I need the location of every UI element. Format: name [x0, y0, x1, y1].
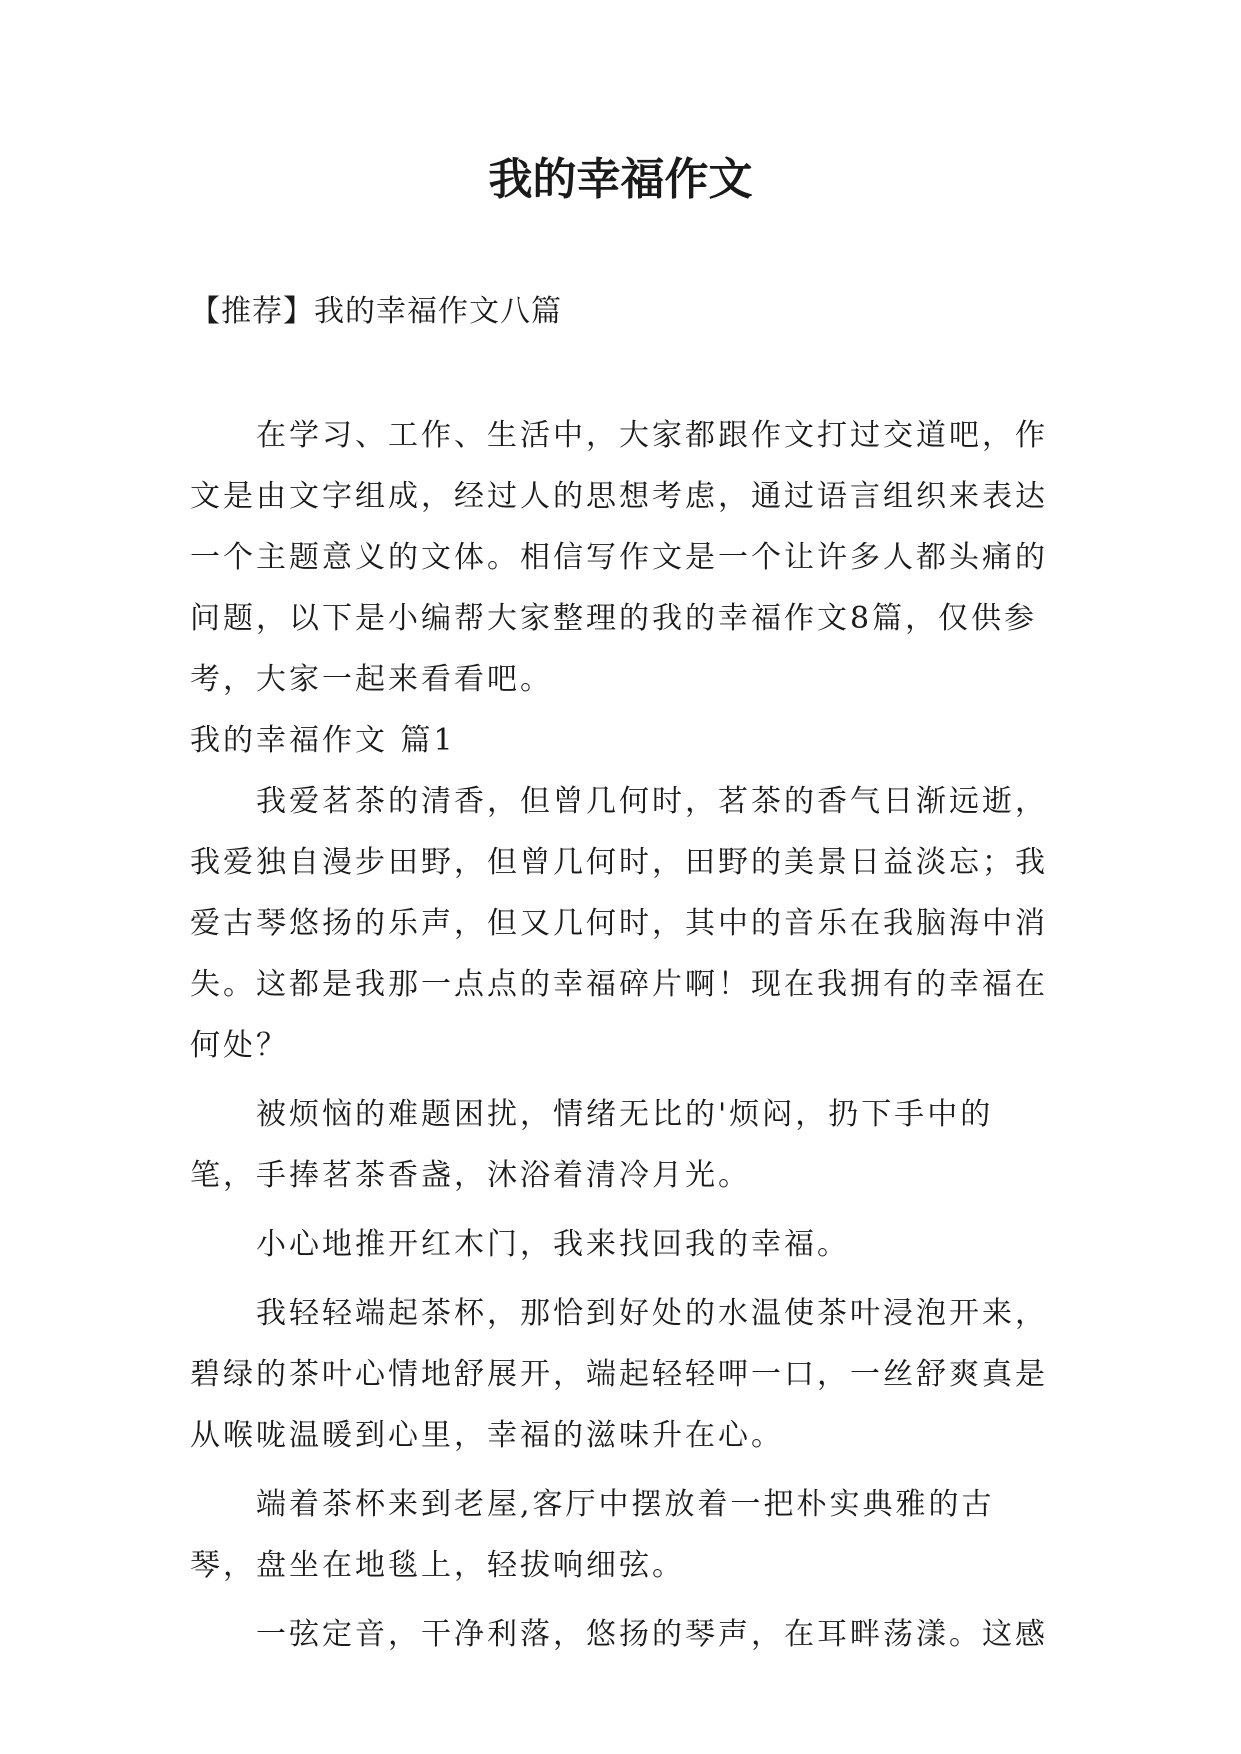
body-paragraph: 端着茶杯来到老屋,客厅中摆放着一把朴实典雅的古琴，盘坐在地毯上，轻拔响细弦。 — [190, 1487, 995, 1583]
section-heading: 我的幸福作文 篇1 — [190, 723, 456, 758]
document-subtitle: 【推荐】我的幸福作文八篇 — [190, 294, 562, 329]
document-body — [190, 405, 1052, 1665]
intro-paragraph: 在学习、工作、生活中，大家都跟作文打过交道吧，作文是由文字组成，经过人的思想考虑，通过语言组织来表达一个主题意义的文体。相信写作文是一个让许多人都头痛的问题，以下是小编帮大家整理的我的幸福作文8篇，仅供参考，大家一起来看看吧。 — [190, 418, 1048, 697]
body-paragraph: 我爱茗茶的清香，但曾几何时，茗茶的香气日渐远逝，我爱独自漫步田野，但曾几何时，田野的美景日益淡忘；我爱古琴悠扬的乐声，但又几何时，其中的音乐在我脑海中消失。这都是我那一点点的幸福碎片啊！现在我拥有的幸福在何处？ — [190, 784, 1048, 1063]
document-title: 我的幸福作文 — [488, 154, 753, 205]
body-paragraph: 被烦恼的难题困扰，情绪无比的'烦闷，扔下手中的笔，手捧茗茶香盏，沐浴着清冷月光。 — [190, 1097, 994, 1193]
body-paragraph: 一弦定音，干净利落，悠扬的琴声，在耳畔荡漾。这感 — [256, 1617, 1048, 1652]
body-paragraph: 我轻轻端起茶杯，那恰到好处的水温使茶叶浸泡开来，碧绿的茶叶心情地舒展开，端起轻轻呷一口，一丝舒爽真是从喉咙温暖到心里，幸福的滋味升在心。 — [190, 1296, 1048, 1453]
body-paragraph: 小心地推开红木门，我来找回我的幸福。 — [256, 1227, 850, 1262]
